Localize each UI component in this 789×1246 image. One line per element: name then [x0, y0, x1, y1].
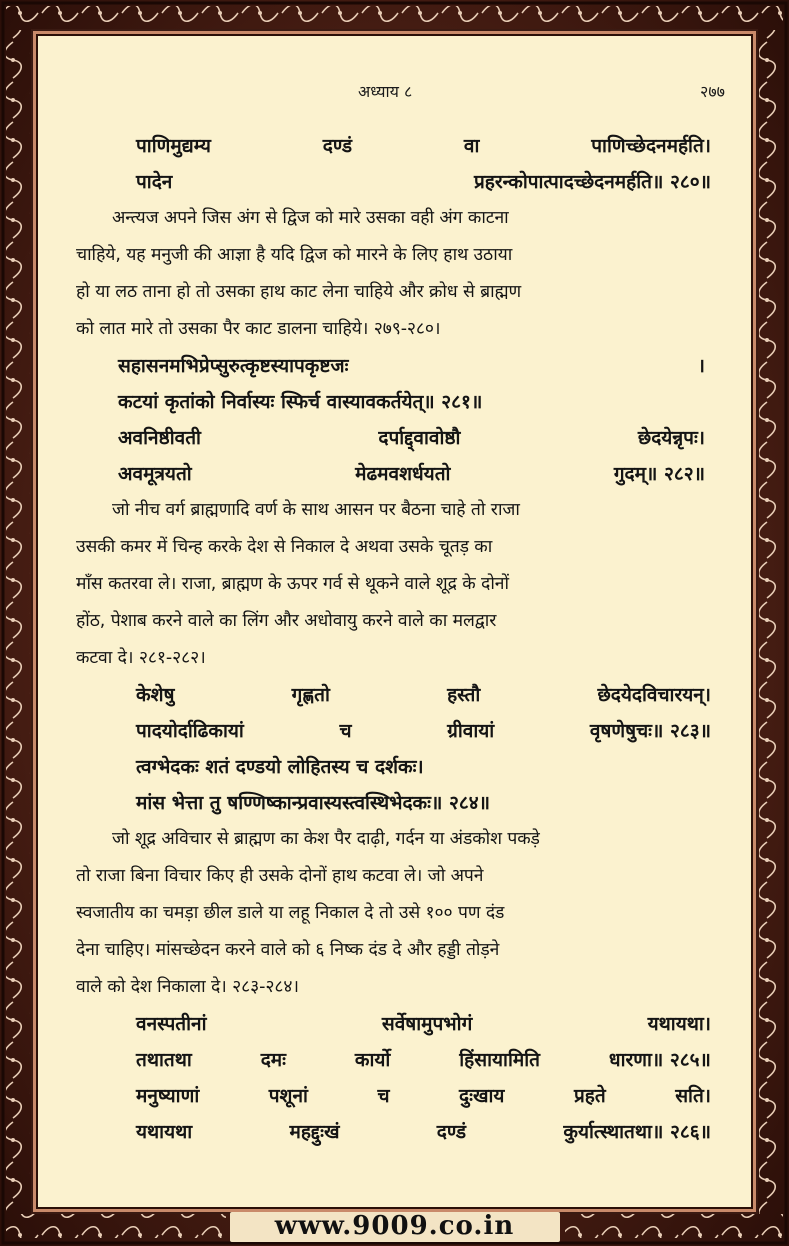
shloka-word: अवमूत्रयतो	[118, 463, 192, 485]
shloka-word: पाणिच्छेदनमर्हति।	[591, 135, 711, 157]
shloka-word: तथातथा	[136, 1049, 192, 1071]
shloka-word: वा	[463, 135, 480, 157]
shloka-word: दर्पाद्द्वावोष्ठौ	[378, 427, 461, 449]
shloka-line	[136, 713, 711, 749]
paragraph-line: देना चाहिए। मांसच्छेदन करने वाले को ६ निष्क दंड दे और हड्डी तोड़ने	[76, 940, 500, 960]
shloka-line	[118, 420, 705, 456]
paragraph-line: चाहिये, यह मनुजी की आज्ञा है यदि द्विज को मारने के लिए हाथ उठाया	[76, 245, 513, 265]
shloka-word: धारणा॥ २८५॥	[608, 1049, 711, 1071]
paragraph-line: जो शूद्र अविचार से ब्राह्मण का केश पैर दाढ़ी, गर्दन या अंडकोश पकड़े	[112, 829, 540, 849]
shloka-word: मांस भेत्ता तु षण्णिष्कान्प्रवास्यस्त्वस्थिभेदकः॥ २८४॥	[136, 792, 490, 814]
shloka-word: कटयां कृतांको निर्वास्यः स्फिर्च वास्यावकर्तयेत्॥ २८१॥	[118, 391, 483, 413]
shloka-word: यथायथा	[136, 1121, 193, 1143]
shloka-word: दुःखाय	[459, 1085, 505, 1107]
shloka-word: ग्रीवायां	[447, 720, 495, 742]
shloka-line	[136, 749, 711, 785]
paragraph-line: जो नीच वर्ग ब्राह्मणादि वर्ण के साथ आसन पर बैठना चाहे तो राजा	[112, 500, 520, 520]
shloka-word: दण्डं	[436, 1121, 467, 1143]
paragraph-line: हो या लठ ताना हो तो उसका हाथ काट लेना चाहिये और क्रोध से ब्राह्मण	[76, 282, 522, 302]
shloka-word: अवनिष्ठीवती	[118, 427, 201, 449]
shloka-word: कार्यो	[354, 1049, 391, 1071]
shloka-word: मेढमवशर्धयतो	[355, 463, 451, 485]
website-footer[interactable]: www.9009.co.in	[274, 1211, 515, 1241]
shloka-word: च	[339, 720, 352, 742]
shloka-word: प्रहते	[573, 1085, 606, 1107]
chapter-title: अध्याय ८	[358, 82, 413, 101]
shloka-line	[136, 164, 711, 200]
paragraph-line: उसकी कमर में चिन्ह करके देश से निकाल दे अथवा उसके चूतड़ का	[76, 537, 493, 557]
page-header	[38, 80, 751, 108]
paragraph-line: वाले को देश निकाला दे। २८३-२८४।	[76, 977, 299, 997]
translation-paragraph	[76, 821, 725, 1006]
shloka-line	[136, 785, 711, 821]
book-page	[38, 36, 751, 1207]
shloka-word: छेदयेदविचारयन्।	[597, 684, 711, 706]
shloka-word: मनुष्याणां	[136, 1085, 200, 1107]
shloka-word: पशूनां	[268, 1085, 308, 1107]
shloka-word: गुदम्॥ २८२॥	[613, 463, 705, 485]
shloka-line	[136, 677, 711, 713]
page-number: २७७	[700, 82, 725, 101]
shloka-word: पादेन	[136, 171, 173, 193]
shloka-line	[136, 1042, 711, 1078]
shloka-word: त्वग्भेदकः शतं दण्डयो लोहितस्य च दर्शकः।	[136, 756, 424, 778]
shloka-word: पाणिमुद्यम्य	[136, 135, 211, 157]
shloka-word: महद्दुःखं	[289, 1121, 340, 1143]
paragraph-line: स्वजातीय का चमड़ा छील डाले या लहू निकाल दे तो उसे १०० पण दंड	[76, 903, 505, 923]
shloka-line	[136, 1078, 711, 1114]
paragraph-line: कटवा दे। २८१-२८२।	[76, 648, 206, 668]
shloka-word: कुर्यात्स्थातथा॥ २८६॥	[563, 1121, 711, 1143]
shloka-word: हस्तौ	[447, 684, 481, 706]
paragraph-line: होंठ, पेशाब करने वाले का लिंग और अधोवायु करने वाले का मलद्वार	[76, 611, 497, 631]
translation-paragraph	[76, 492, 725, 677]
shloka-word: वनस्पतीनां	[136, 1013, 207, 1035]
shloka-line	[118, 456, 705, 492]
shloka-word: सर्वेषामुपभोगं	[381, 1013, 473, 1035]
paragraph-line: अन्त्यज अपने जिस अंग से द्विज को मारे उसका वही अंग काटना	[112, 208, 509, 228]
shloka-word: सति।	[675, 1085, 711, 1107]
shloka-word: दमः	[260, 1049, 286, 1071]
page-content	[38, 128, 751, 1150]
shloka-word: छेदयेन्नृपः।	[637, 427, 705, 449]
shloka-word: च	[377, 1085, 390, 1107]
paragraph-line: माँस कतरवा ले। राजा, ब्राह्मण के ऊपर गर्व से थूकने वाले शूद्र के दोनों	[76, 574, 509, 594]
shloka-line	[136, 1006, 711, 1042]
paragraph-line: तो राजा बिना विचार किए ही उसके दोनों हाथ कटवा ले। जो अपने	[76, 866, 484, 886]
shloka-word: पादयोर्दाढिकायां	[136, 720, 244, 742]
shloka-word: यथायथा।	[647, 1013, 711, 1035]
shloka-line	[118, 384, 705, 420]
shloka-word: दण्डं	[322, 135, 353, 157]
shloka-word: केशेषु	[136, 684, 175, 706]
paragraph-line: को लात मारे तो उसका पैर काट डालना चाहिये। २७९-२८०।	[76, 319, 441, 339]
shloka-word: वृषणेषुचः॥ २८३॥	[589, 720, 711, 742]
shloka-word: हिंसायामिति	[459, 1049, 540, 1071]
shloka-line	[136, 128, 711, 164]
shloka-word: गृह्णतो	[291, 684, 330, 706]
translation-paragraph	[76, 200, 725, 348]
shloka-line	[136, 1114, 711, 1150]
shloka-line	[118, 348, 705, 384]
shloka-word: ।	[697, 355, 705, 377]
shloka-word: प्रहरन्कोपात्पादच्छेदनमर्हति॥ २८०॥	[473, 171, 711, 193]
shloka-word: सहासनमभिप्रेप्सुरुत्कृष्टस्यापकृष्टजः	[118, 355, 349, 377]
